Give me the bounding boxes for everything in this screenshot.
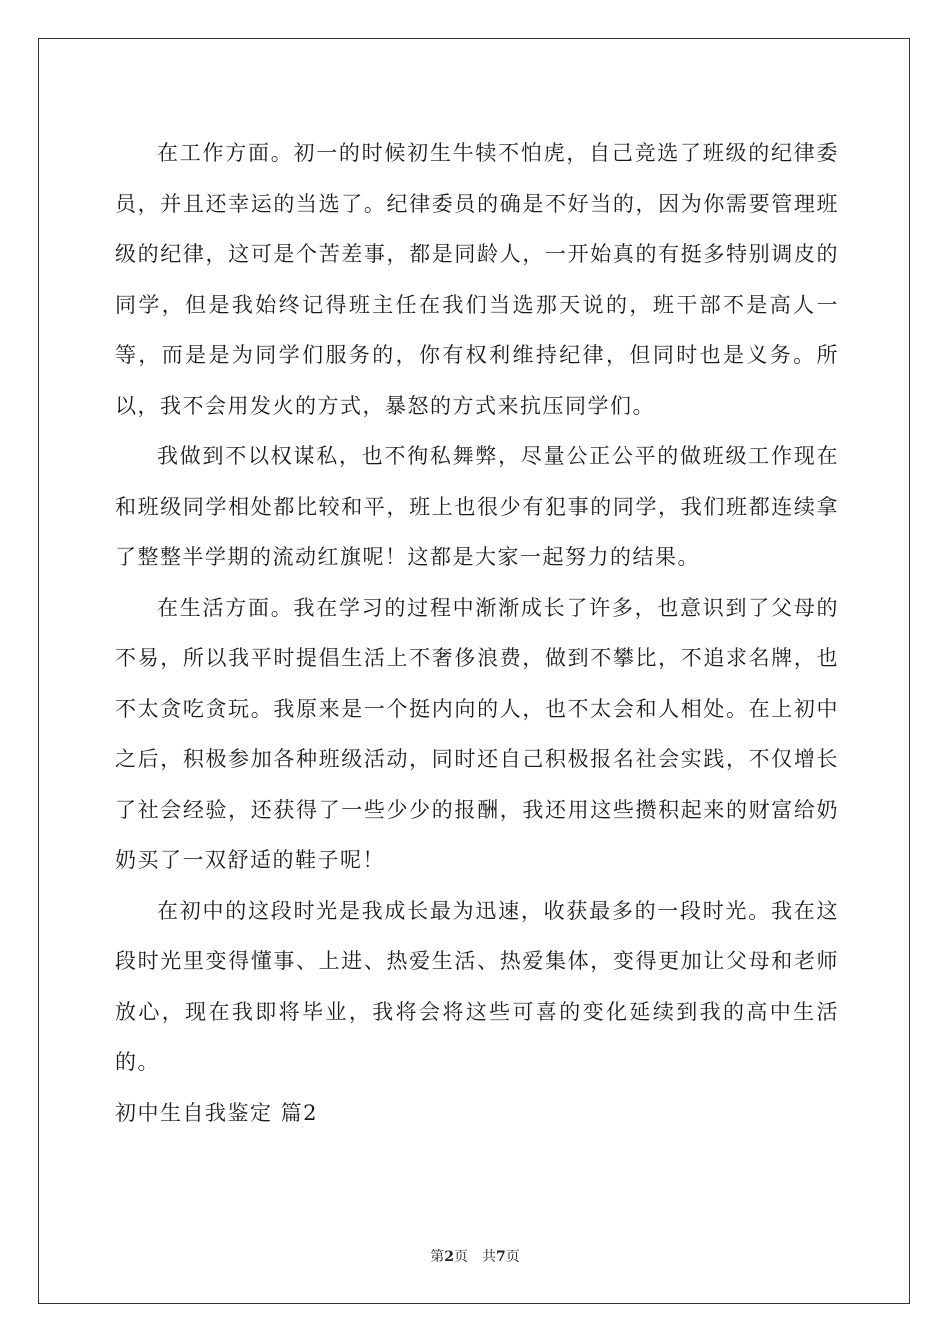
page-number: 2: [444, 1249, 454, 1265]
section-heading: 初中生自我鉴定 篇2: [115, 1100, 319, 1125]
total-prefix: 共: [482, 1249, 496, 1265]
paragraph-fairness: 我做到不以权谋私，也不徇私舞弊，尽量公正公平的做班级工作现在和班级同学相处都比较和平，班上也很少有犯事的同学，我们班都连续拿了整整半学期的流动红旗呢！这都是大家一起努力的结果。: [115, 444, 839, 569]
paragraph-life: 在生活方面。我在学习的过程中渐渐成长了许多，也意识到了父母的不易，所以我平时提倡生活上不奢侈浪费，做到不攀比，不追求名牌，也不太贪吃贪玩。我原来是一个挺内向的人，也不太会和人相处。在上初中之后，积极参加各种班级活动，同时还自己积极报名社会实践，不仅增长了社会经验，还获得了一些少少的报酬，我还用这些攒积起来的财富给奶奶买了一双舒适的鞋子呢！: [115, 595, 839, 872]
paragraph-summary: 在初中的这段时光是我成长最为迅速，收获最多的一段时光。我在这段时光里变得懂事、上进、热爱生活、热爱集体，变得更加让父母和老师放心，现在我即将毕业，我将会将这些可喜的变化延续到我的高中生活的。: [115, 898, 839, 1074]
paragraph-work: 在工作方面。初一的时候初生牛犊不怕虎，自己竞选了班级的纪律委员，并且还幸运的当选了。纪律委员的确是不好当的，因为你需要管理班级的纪律，这可是个苦差事，都是同龄人，一开始真的有挺多特别调皮的同学，但是我始终记得班主任在我们当选那天说的，班干部不是高人一等，而是是为同学们服务的，你有权利维持纪律，但同时也是义务。所以，我不会用发火的方式，暴怒的方式来抗压同学们。: [115, 141, 839, 418]
total-pages: 7: [496, 1249, 506, 1265]
total-suffix: 页: [505, 1249, 520, 1265]
page-prefix: 第: [430, 1249, 445, 1265]
page-footer: [0, 1246, 950, 1266]
document-body: [115, 128, 839, 1138]
page-suffix: 页: [454, 1249, 468, 1265]
